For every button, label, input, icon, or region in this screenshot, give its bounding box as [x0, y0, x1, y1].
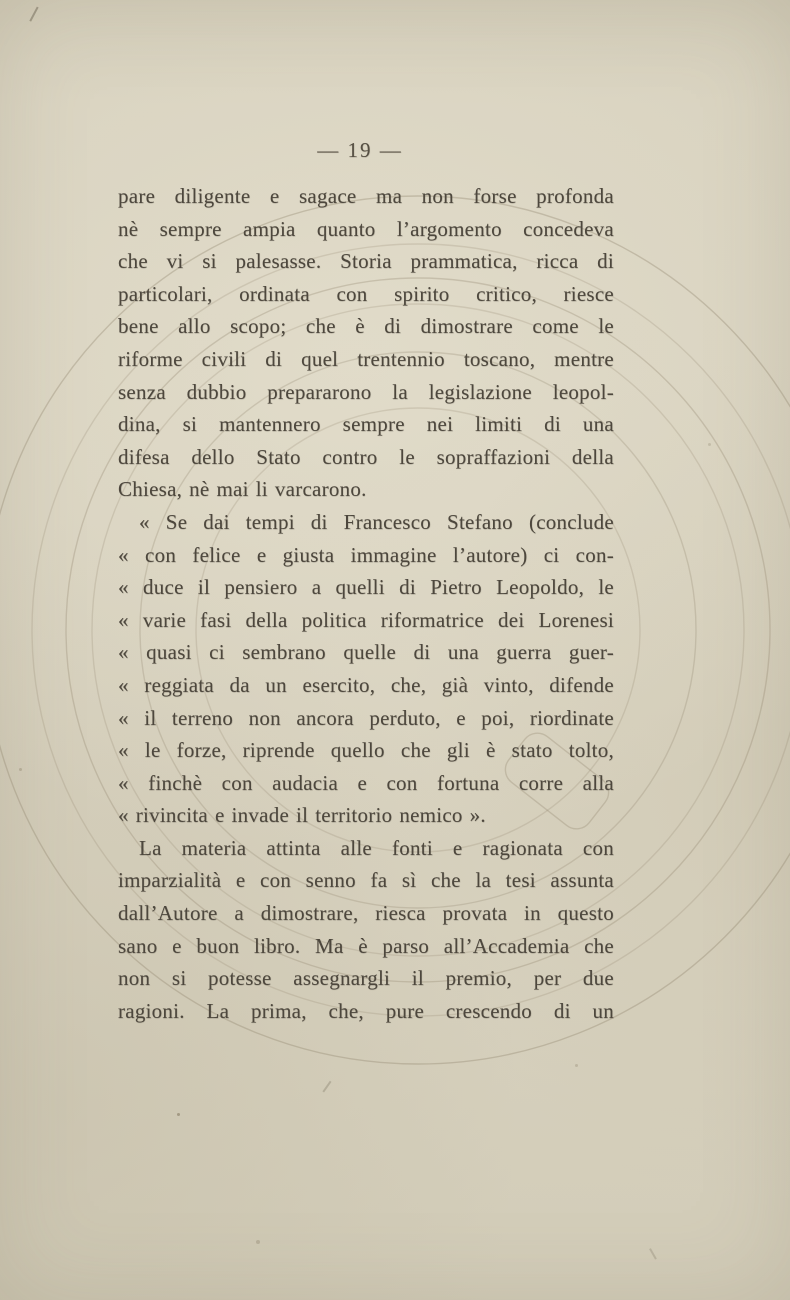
text-line	[118, 473, 614, 506]
body-text	[118, 180, 614, 1027]
scratch-mark	[322, 1081, 331, 1093]
scratch-mark	[649, 1248, 656, 1259]
text-line	[118, 441, 614, 474]
text-line	[118, 408, 614, 441]
text-line-content: Chiesa, nè mai li varcarono.	[118, 477, 367, 502]
text-line	[118, 962, 614, 995]
text-line	[118, 799, 614, 832]
text-line	[118, 506, 614, 539]
text-line	[118, 376, 614, 409]
text-line	[118, 604, 614, 637]
text-line	[118, 180, 614, 213]
text-line	[118, 832, 614, 865]
text-line	[118, 930, 614, 963]
text-line-content: senza dubbio prepararono la legislazione leopol-	[118, 379, 614, 404]
text-line	[118, 702, 614, 735]
scratch-mark	[29, 7, 38, 22]
text-line	[118, 669, 614, 702]
text-line-content: imparzialità e con senno fa sì che la tesi assunta	[118, 868, 614, 893]
text-line-content: « finchè con audacia e con fortuna corre alla	[118, 770, 614, 795]
text-line-content: « Se dai tempi di Francesco Stefano (conclude	[139, 509, 614, 534]
text-line	[118, 897, 614, 930]
text-line-content: « le forze, riprende quello che gli è stato tolto,	[118, 738, 614, 763]
text-line-content: « duce il pensiero a quelli di Pietro Leopoldo, le	[118, 575, 614, 600]
text-line	[118, 767, 614, 800]
paper-speck	[19, 768, 22, 771]
paper-speck	[575, 1064, 578, 1067]
text-line-content: « reggiata da un esercito, che, già vinto, difende	[118, 672, 614, 697]
paper-speck	[256, 1240, 260, 1244]
text-line-content: ragioni. La prima, che, pure crescendo di un	[118, 998, 614, 1023]
text-line	[118, 636, 614, 669]
text-line	[118, 864, 614, 897]
text-line-content: non si potesse assegnargli il premio, per due	[118, 966, 614, 991]
text-line-content: bene allo scopo; che è di dimostrare come le	[118, 314, 614, 339]
text-line-content: dina, si mantennero sempre nei limiti di una	[118, 412, 614, 437]
text-line-content: « quasi ci sembrano quelle di una guerra guer-	[118, 640, 614, 665]
paper-speck	[177, 1113, 180, 1116]
text-line	[118, 310, 614, 343]
text-line	[118, 343, 614, 376]
text-line-content: « il terreno non ancora perduto, e poi, riordinate	[118, 705, 614, 730]
text-line-content: dall’Autore a dimostrare, riesca provata in questo	[118, 901, 614, 926]
text-line	[118, 995, 614, 1028]
text-line	[118, 571, 614, 604]
text-line	[118, 278, 614, 311]
text-line-content: riforme civili di quel trentennio toscano, mentre	[118, 346, 614, 371]
text-line	[118, 213, 614, 246]
text-line-content: nè sempre ampia quanto l’argomento concedeva	[118, 216, 614, 241]
text-line-content: difesa dello Stato contro le sopraffazioni della	[118, 444, 614, 469]
text-line-content: pare diligente e sagace ma non forse profonda	[118, 184, 614, 208]
text-line-content: « rivincita e invade il territorio nemico ».	[118, 803, 486, 828]
text-line-content: sano e buon libro. Ma è parso all’Accademia che	[118, 933, 614, 958]
text-line-content: « varie fasi della politica riformatrice dei Lorenesi	[118, 607, 614, 632]
text-line	[118, 245, 614, 278]
text-line	[118, 539, 614, 572]
text-line-content: che vi si palesasse. Storia prammatica, ricca di	[118, 249, 614, 274]
text-line-content: « con felice e giusta immagine l’autore) ci con-	[118, 542, 614, 567]
text-line-content: La materia attinta alle fonti e ragionata con	[139, 835, 614, 860]
page-number: — 19 —	[317, 138, 403, 162]
paper-speck	[708, 443, 711, 446]
text-line-content: particolari, ordinata con spirito critico, riesce	[118, 281, 614, 306]
text-line	[118, 734, 614, 767]
